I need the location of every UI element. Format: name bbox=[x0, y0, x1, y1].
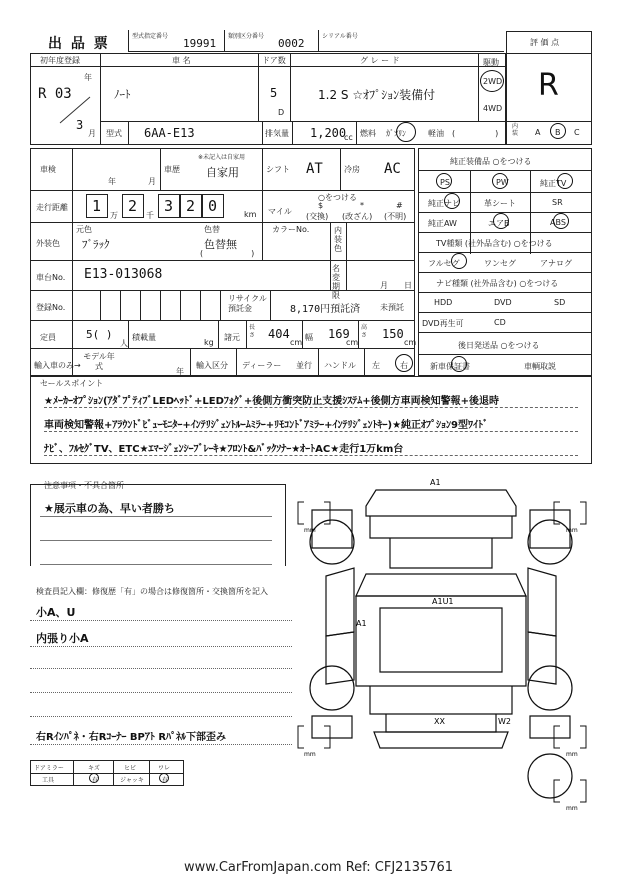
fuel-gasoline: ｶﾞｿﾘﾝ bbox=[386, 129, 406, 138]
serial-label: シリアル番号 bbox=[322, 33, 358, 40]
parallel-label: 並行 bbox=[296, 361, 312, 370]
mileage-sen: 千 bbox=[146, 211, 154, 220]
equip-navi: 純正ナビ bbox=[428, 199, 460, 208]
inspector-line-1: 小A、U bbox=[36, 606, 76, 619]
equip-tv: 純正TV bbox=[540, 179, 567, 188]
mileage-mark-note: ○をつける bbox=[318, 193, 357, 202]
sales-label: セールスポイント bbox=[40, 379, 104, 388]
door-type: D bbox=[278, 108, 285, 117]
color-change-label: 色替 bbox=[204, 225, 220, 234]
later-warranty: 新車保証書 bbox=[430, 362, 470, 371]
dims-label: 諸元 bbox=[224, 333, 240, 342]
slash-mark bbox=[56, 95, 92, 125]
nav-dvd-play: DVD再生可 bbox=[422, 319, 464, 328]
sales-line-3: ﾅﾋﾞ、ﾌﾙｾｸﾞTV、ETC★ｴﾏｰｼﾞｪﾝｼｰﾌﾞﾚｰｷ★ﾌﾛﾝﾄ&ﾊﾞｯｸｿﾅｰ★ｵｰﾄAC★走行1万km台 bbox=[44, 444, 404, 455]
frame-value: E13-013068 bbox=[84, 267, 163, 282]
model-cert-label: 型式指定番号 bbox=[132, 33, 169, 40]
first-reg-era: R 03 bbox=[38, 86, 72, 102]
int-color-label: 内装色 bbox=[334, 226, 342, 253]
name-change-day: 日 bbox=[404, 281, 412, 290]
grade-label: グ レ ー ド bbox=[360, 56, 400, 65]
fuel-bracket: ( ) bbox=[452, 129, 499, 138]
name-change-month: 月 bbox=[380, 281, 388, 290]
equip-navi-circle bbox=[444, 193, 460, 209]
swap-mark: $ bbox=[318, 201, 324, 210]
first-reg-label: 初年度登録 bbox=[40, 56, 80, 65]
mileage-digit-5: 0 bbox=[208, 197, 218, 215]
model-label: 型式 bbox=[106, 129, 122, 138]
score-value: R bbox=[538, 68, 559, 103]
class-label: 類別区分番号 bbox=[228, 33, 265, 40]
handle-left: 左 bbox=[372, 361, 380, 370]
length-cm: cm bbox=[290, 338, 303, 347]
legend-r3: ジャッキ bbox=[120, 777, 144, 784]
interior-c: C bbox=[574, 128, 580, 137]
height-label: 高さ bbox=[361, 324, 368, 339]
drive-4wd: 4WD bbox=[483, 104, 503, 113]
color-paren: ( ) bbox=[200, 249, 255, 258]
equip-abs-circle bbox=[553, 213, 569, 229]
diagram-a1-top: A1 bbox=[430, 478, 441, 487]
later-warranty-circle bbox=[451, 356, 467, 372]
load-unit: kg bbox=[204, 338, 214, 347]
recycle-value: 8,170円預託済 bbox=[290, 304, 361, 315]
sheet-title: 出 品 票 bbox=[48, 36, 110, 52]
nav-sd: SD bbox=[554, 298, 566, 307]
usage-note: ※未記入は自家用 bbox=[198, 154, 246, 161]
diagram-mm-1: mm bbox=[304, 527, 316, 534]
equip-std-title: 純正装備品 ○をつける bbox=[450, 157, 532, 166]
frame-label: 車台No. bbox=[36, 273, 66, 282]
mileage-digit-3: 3 bbox=[164, 197, 174, 215]
inspector-line-3: 右Rｲﾝﾊﾟﾈ・右Rｺｰﾅｰ BPｱﾄ Rﾊﾟﾈﾙ下部歪み bbox=[36, 732, 227, 743]
name-change-label: 名変期限 bbox=[332, 264, 340, 300]
tv-fullseg: フルセグ bbox=[428, 259, 460, 268]
fuel-label: 燃料 bbox=[360, 129, 376, 138]
inspection-label: 車検 bbox=[40, 165, 56, 174]
diagram-a1u1: A1U1 bbox=[432, 597, 454, 606]
watermark: www.CarFromJapan.com Ref: CFJ2135761 bbox=[184, 860, 454, 875]
usage-label: 車歴 bbox=[164, 165, 180, 174]
fuel-diesel: 軽油 bbox=[428, 129, 444, 138]
displacement-value: 1,200 bbox=[310, 126, 347, 140]
model-cert-value: 19991 bbox=[183, 37, 217, 50]
car-name-value: ﾉｰﾄ bbox=[114, 88, 131, 101]
sales-line-2: 車両検知警報+ｱﾗｳﾝﾄﾞﾋﾞｭｰﾓﾆﾀｰ+ｲﾝﾃﾘｼﾞｪﾝﾄﾙｰﾑﾐﾗｰ+ﾘﾓｺﾝﾄﾞｱﾐﾗｰ+ｲﾝﾃﾘｼﾞｪﾝﾄｷｰ)★純正ｵﾌﾟｼｮﾝ9型ﾜｲﾄﾞ bbox=[44, 420, 489, 431]
interior-b-circle bbox=[550, 123, 566, 139]
handle-label: ハンドル bbox=[324, 361, 356, 370]
equip-abs: ABS bbox=[550, 218, 566, 227]
model-year-unit: 年 bbox=[176, 367, 184, 376]
inspection-year: 年 bbox=[108, 177, 116, 186]
nav-title: ナビ種類 (社外品含む) ○をつける bbox=[436, 279, 559, 288]
ac-label: 冷房 bbox=[344, 165, 360, 174]
equip-leather: 革シート bbox=[484, 199, 516, 208]
doors-label: ドア数 bbox=[262, 56, 286, 65]
legend-r2: 有 bbox=[92, 777, 99, 784]
mileage-man: 万 bbox=[110, 211, 118, 220]
mileage-digit-2: 2 bbox=[128, 197, 138, 215]
shift-value: AT bbox=[306, 161, 323, 177]
height-cm: cm bbox=[404, 338, 417, 347]
inspector-label: 検査員記入欄：修復歴「有」の場合は修復箇所・交換箇所を記入 bbox=[36, 587, 268, 596]
equip-ps: PS bbox=[440, 178, 450, 187]
legend-h4: ワレ bbox=[158, 765, 171, 772]
unknown-text: (不明) bbox=[384, 212, 407, 221]
orig-color-label: 元色 bbox=[76, 225, 92, 234]
nav-hdd: HDD bbox=[434, 298, 453, 307]
notes-bracket bbox=[30, 484, 286, 566]
tv-oneseg: ワンセグ bbox=[484, 259, 516, 268]
equip-pw: PW bbox=[496, 178, 509, 187]
color-code-label: カラーNo. bbox=[272, 225, 310, 234]
mileage-digit-1: 1 bbox=[92, 197, 102, 215]
interior-a: A bbox=[535, 128, 541, 137]
model-value: 6AA-E13 bbox=[144, 126, 195, 140]
import-label: 輸入車のみ→ bbox=[34, 361, 81, 370]
drive-2wd: 2WD bbox=[483, 77, 503, 86]
legend-h2: キズ bbox=[88, 765, 100, 772]
length-label: 長さ bbox=[249, 324, 256, 339]
tv-analog: アナログ bbox=[540, 259, 572, 268]
tamper-text: (改ざん) bbox=[342, 212, 373, 221]
recycle-none: 未預託 bbox=[380, 303, 404, 312]
width-cm: cm bbox=[346, 338, 359, 347]
handle-right: 右 bbox=[400, 361, 408, 370]
diagram-mm-5: mm bbox=[566, 805, 578, 812]
displacement-label: 排気量 bbox=[265, 129, 289, 138]
interior-label: 内装 bbox=[512, 123, 519, 137]
notes-line-1: ★展示車の為、早い者勝ち bbox=[44, 502, 175, 515]
swap-text: (交換) bbox=[306, 212, 329, 221]
later-manual: 車輌取説 bbox=[524, 362, 556, 371]
legend-r4-circle bbox=[159, 773, 169, 783]
car-damage-diagram bbox=[290, 476, 592, 816]
equip-sr: SR bbox=[552, 198, 563, 207]
legend-r1: 工具 bbox=[42, 777, 55, 784]
diagram-mm-3: mm bbox=[304, 751, 316, 758]
unknown-mark: # bbox=[396, 201, 403, 210]
equip-airbag: エアB bbox=[488, 219, 510, 228]
class-value: 0002 bbox=[278, 37, 305, 50]
equip-tv-circle bbox=[557, 173, 573, 189]
tv-fullseg-circle bbox=[451, 253, 467, 269]
mileage-label: 走行距離 bbox=[36, 203, 68, 212]
color-value: ﾌﾞﾗｯｸ bbox=[82, 238, 110, 251]
equip-pw-circle bbox=[492, 173, 508, 189]
doors-value: 5 bbox=[270, 86, 278, 100]
nav-dvd: DVD bbox=[494, 298, 512, 307]
import-type-label: 輸入区分 bbox=[196, 361, 228, 370]
equip-aw: 純正AW bbox=[428, 219, 457, 228]
later-title: 後日発送品 ○をつける bbox=[458, 341, 540, 350]
ac-value: AC bbox=[384, 161, 401, 177]
sales-line-1: ★ﾒｰｶｰｵﾌﾟｼｮﾝ(ｱﾀﾞﾌﾟﾃｨﾌﾞLEDﾍｯﾄﾞ+LEDﾌｫｸﾞ+後側方衝突防止支援ｼｽﾃﾑ+後側方車両検知警報+後退時 bbox=[44, 396, 500, 407]
mile-label: マイル bbox=[268, 207, 292, 216]
width-value: 169 bbox=[328, 327, 350, 341]
diagram-a1-left: A1 bbox=[356, 619, 367, 628]
equip-ps-circle bbox=[436, 173, 452, 189]
fuel-gasoline-circle bbox=[396, 122, 416, 142]
nav-cd: CD bbox=[494, 318, 506, 327]
km-unit: km bbox=[244, 210, 257, 219]
legend-h1: ドアミラー bbox=[34, 765, 64, 772]
legend-r2-circle bbox=[89, 773, 99, 783]
equip-airbag-circle bbox=[493, 213, 509, 229]
model-year-label: モデル年式 bbox=[83, 352, 115, 371]
height-value: 150 bbox=[382, 327, 404, 341]
legend-r4: 有 bbox=[162, 777, 169, 784]
width-label: 幅 bbox=[305, 333, 313, 342]
capacity-value: 5( ) bbox=[86, 328, 113, 341]
grade-value: 1.2 S ☆ｵﾌﾟｼｮﾝ装備付 bbox=[318, 88, 436, 102]
drive-label: 駆動 bbox=[483, 58, 499, 67]
reg-no-label: 登録No. bbox=[36, 303, 66, 312]
load-label: 積載量 bbox=[132, 333, 156, 342]
interior-b: B bbox=[555, 128, 561, 137]
notes-label: 注意事項・不具合箇所 bbox=[44, 481, 124, 490]
cc-unit: cc bbox=[344, 133, 353, 142]
tamper-mark: * bbox=[360, 201, 364, 210]
usage-value: 自家用 bbox=[206, 166, 239, 179]
mileage-digit-4: 2 bbox=[186, 197, 196, 215]
diagram-w2: W2 bbox=[498, 717, 511, 726]
diagram-mm-4: mm bbox=[566, 751, 578, 758]
handle-right-circle bbox=[395, 354, 413, 372]
tv-title: TV種類 (社外品含む) ○をつける bbox=[436, 239, 553, 248]
color-label: 外装色 bbox=[36, 239, 60, 248]
color-change-value: 色替無 bbox=[204, 238, 237, 251]
legend-h3: ヒビ bbox=[124, 765, 137, 772]
length-value: 404 bbox=[268, 327, 290, 341]
diagram-xx: XX bbox=[434, 717, 445, 726]
dealer-label: ディーラー bbox=[242, 361, 282, 370]
inspection-month: 月 bbox=[148, 177, 156, 186]
drive-2wd-circle bbox=[480, 70, 504, 92]
capacity-label: 定員 bbox=[40, 333, 56, 342]
inspector-line-2: 内張り小A bbox=[36, 632, 89, 645]
diagram-mm-2: mm bbox=[566, 527, 578, 534]
recycle-label: リサイクル預託金 bbox=[228, 294, 267, 313]
car-name-label: 車 名 bbox=[172, 56, 191, 65]
score-label: 評 価 点 bbox=[530, 38, 560, 47]
month-suffix: 月 bbox=[88, 129, 96, 138]
first-reg-month: 3 bbox=[76, 118, 84, 132]
shift-label: シフト bbox=[266, 165, 290, 174]
capacity-unit: 人 bbox=[120, 339, 128, 348]
year-suffix: 年 bbox=[84, 73, 92, 82]
